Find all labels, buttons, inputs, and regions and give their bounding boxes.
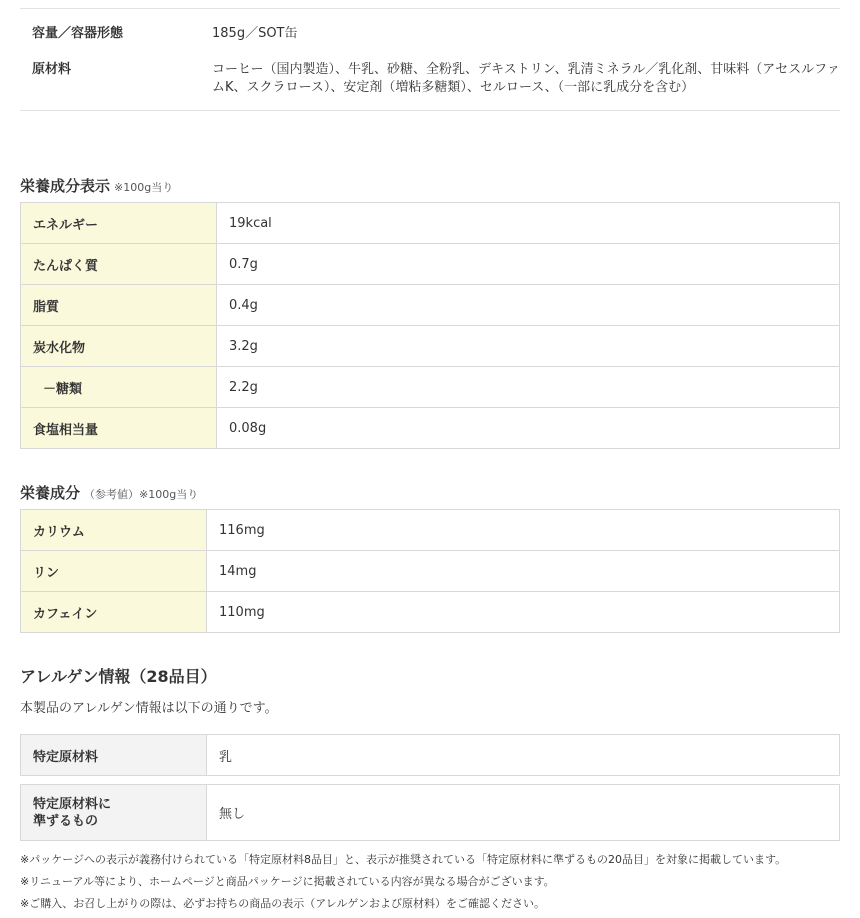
allergy-table-equivalent [20, 784, 840, 841]
reference-table [20, 509, 840, 633]
nutrient-value: 3.2g [217, 326, 840, 367]
nutrient-value: 2.2g [217, 367, 840, 408]
allergy-label-line: 特定原材料に [33, 796, 112, 812]
nutrition-table [20, 202, 840, 449]
reference-label: カリウム [21, 510, 207, 551]
table-row [21, 408, 840, 449]
spec-label: 原材料 [32, 62, 72, 77]
table-row [21, 551, 840, 592]
table-row [21, 735, 840, 776]
nutrient-value: 0.4g [217, 285, 840, 326]
reference-heading [20, 482, 198, 503]
nutrient-label: 脂質 [21, 285, 217, 326]
allergy-label [21, 785, 207, 841]
table-row [21, 285, 840, 326]
nutrient-label: －糖類 [21, 367, 217, 408]
nutrient-label: 食塩相当量 [21, 408, 217, 449]
allergy-value: 乳 [207, 735, 840, 776]
nutrient-label: 炭水化物 [21, 326, 217, 367]
spec-label: 容量／容器形態 [32, 26, 124, 41]
reference-title: 栄養成分 [20, 484, 81, 502]
spec-row-ingredients [20, 61, 840, 97]
spec-value: コーヒー（国内製造）、牛乳、砂糖、全粉乳、デキストリン、乳清ミネラル／乳化剤、甘味料（アセスルファムK、スクラロース）、安定剤（増粘多糖類）、セルロース、（一部に乳成分を含む） [212, 62, 840, 95]
reference-value: 110mg [207, 592, 840, 633]
nutrient-value: 0.7g [217, 244, 840, 285]
reference-note: （参考値）※100g当り [84, 488, 199, 501]
allergy-intro: 本製品のアレルゲン情報は以下の通りです。 [20, 701, 278, 716]
spec-table [20, 8, 840, 111]
table-row [21, 244, 840, 285]
allergy-value: 無し [207, 785, 840, 841]
nutrient-label: エネルギー [21, 203, 217, 244]
nutrient-value: 19kcal [217, 203, 840, 244]
table-row [21, 785, 840, 841]
table-row [21, 510, 840, 551]
footnote: ※リニューアル等により、ホームページと商品パッケージに掲載されている内容が異なる場合がございます。 [20, 875, 555, 888]
allergy-footnotes [20, 849, 786, 915]
reference-value: 116mg [207, 510, 840, 551]
nutrient-label: たんぱく質 [21, 244, 217, 285]
nutrition-heading [20, 175, 173, 196]
table-row [21, 203, 840, 244]
table-row [21, 326, 840, 367]
allergy-label: 特定原材料 [21, 735, 207, 776]
nutrition-title: 栄養成分表示 [20, 177, 111, 195]
reference-value: 14mg [207, 551, 840, 592]
nutrient-value: 0.08g [217, 408, 840, 449]
reference-label: リン [21, 551, 207, 592]
allergy-table-specific [20, 734, 840, 776]
allergy-label-line: 準ずるもの [33, 813, 99, 829]
spec-row-capacity [20, 25, 840, 43]
footnote: ※ご購入、お召し上がりの際は、必ずお持ちの商品の表示（アレルゲンおよび原材料）をご確認ください。 [20, 897, 546, 910]
table-row [21, 367, 840, 408]
reference-label: カフェイン [21, 592, 207, 633]
allergy-title: アレルゲン情報（28品目） [20, 667, 217, 686]
footnote: ※パッケージへの表示が義務付けられている「特定原材料8品目」と、表示が推奨されている「特定原材料に準ずるもの20品目」を対象に掲載しています。 [20, 853, 787, 866]
table-row [21, 592, 840, 633]
nutrition-note: ※100g当り [114, 181, 174, 194]
spec-value: 185g／SOT缶 [212, 26, 298, 41]
